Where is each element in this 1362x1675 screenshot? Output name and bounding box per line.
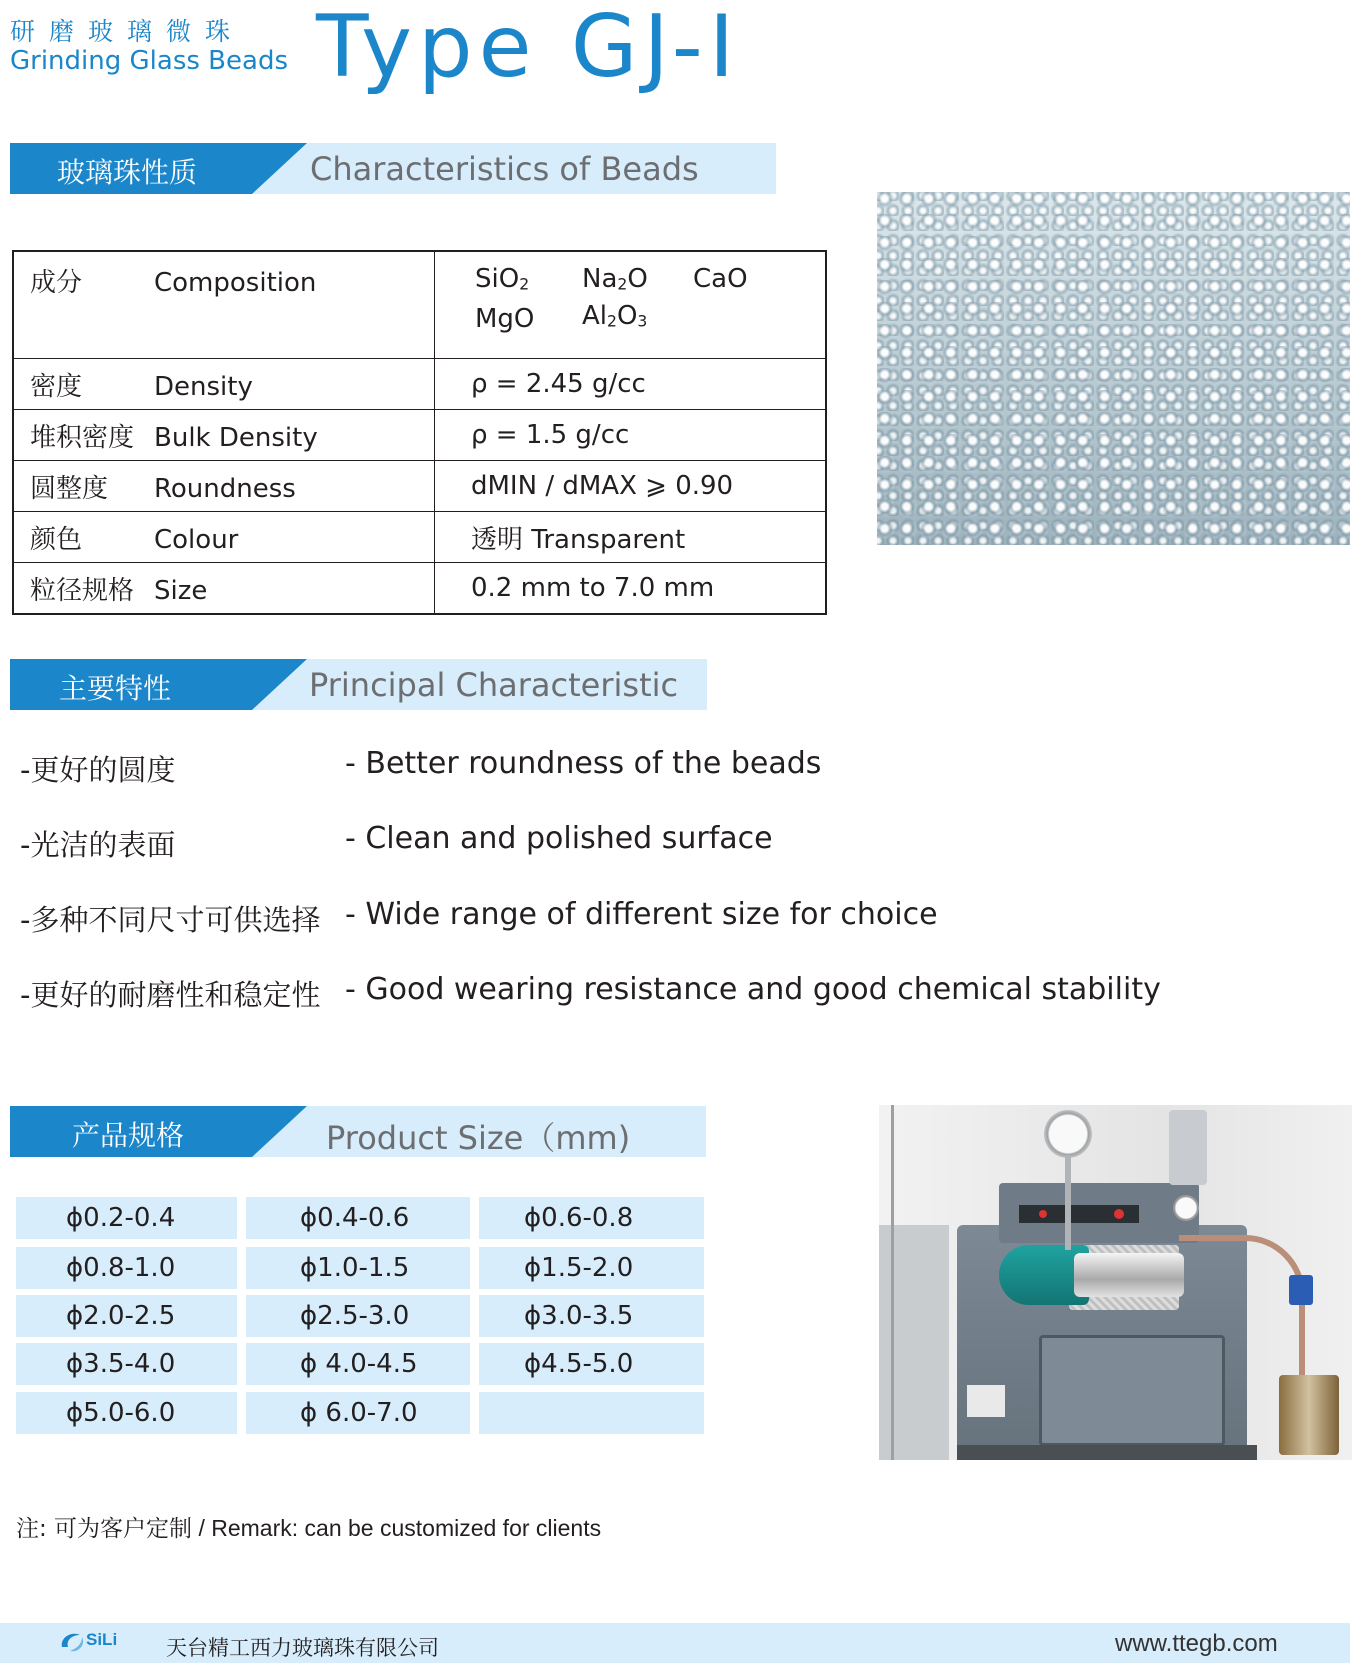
size-cell: ϕ2.5-3.0 (246, 1295, 470, 1337)
size-cell: ϕ1.0-1.5 (246, 1247, 470, 1289)
row-label-cn: 粒径规格 (30, 575, 135, 606)
company-name: 天台精工西力玻璃珠有限公司 (166, 1636, 439, 1660)
row-label-cn: 密度 (30, 371, 83, 402)
row-label-en: Size (154, 575, 208, 606)
principal-banner-cn: 主要特性 (59, 672, 172, 705)
product-size-banner-cn: 产品规格 (72, 1119, 185, 1152)
characteristics-banner (10, 143, 776, 194)
feature-cn: -更好的圆度 (20, 753, 176, 787)
feature-en: - Good wearing resistance and good chemical stability (345, 972, 1161, 1007)
table-row (13, 359, 826, 410)
logo-text: SiLi (86, 1630, 118, 1649)
composition-value: SiO$_2$ $Na_2O$ CaO MgO $Al_2O_3$ (435, 251, 827, 359)
feature-en: - Wide range of different size for choice (345, 897, 938, 932)
remark-en: / Remark: can be customized for clients (192, 1515, 602, 1541)
feature-cn: -更好的耐磨性和稳定性 (20, 978, 321, 1012)
row-value: ρ = 2.45 g/cc (435, 359, 827, 410)
feature-en: - Clean and polished surface (345, 821, 773, 856)
website-link[interactable]: www.ttegb.com (1115, 1630, 1278, 1657)
size-cell: ϕ3.0-3.5 (479, 1295, 704, 1337)
remark-cn: 注: 可为客户定制 (16, 1516, 193, 1542)
characteristics-banner-cn: 玻璃珠性质 (57, 156, 198, 189)
row-value: dMIN / dMAX ⩾ 0.90 (435, 461, 827, 512)
row-label-en: Colour (154, 524, 239, 555)
glass-beads-photo (877, 192, 1350, 545)
table-row (13, 512, 826, 563)
size-cell: ϕ4.5-5.0 (479, 1343, 704, 1385)
row-label-en: Roundness (154, 473, 296, 504)
row-label-en: Bulk Density (154, 422, 318, 453)
size-cell: ϕ2.0-2.5 (16, 1295, 237, 1337)
size-cell: ϕ 4.0-4.5 (246, 1343, 470, 1385)
size-cell: ϕ3.5-4.0 (16, 1343, 237, 1385)
row-label-cn: 圆整度 (30, 473, 109, 504)
table-row (13, 251, 826, 359)
row-value: 0.2 mm to 7.0 mm (435, 563, 827, 615)
bead-mill-machine-photo (879, 1105, 1352, 1460)
feature-en: - Better roundness of the beads (345, 746, 822, 781)
size-cell: ϕ0.4-0.6 (246, 1197, 470, 1239)
table-row (13, 563, 826, 615)
row-label-cn: 成分 (30, 268, 83, 298)
characteristics-table (12, 250, 827, 615)
size-cell (479, 1392, 704, 1434)
size-cell: ϕ0.8-1.0 (16, 1247, 237, 1289)
row-label-en: Composition (154, 268, 317, 298)
feature-cn: -光洁的表面 (20, 828, 176, 862)
feature-cn: -多种不同尺寸可供选择 (20, 903, 321, 937)
row-label-cn: 颜色 (30, 524, 83, 555)
size-cell: ϕ5.0-6.0 (16, 1392, 237, 1434)
table-row (13, 461, 826, 512)
characteristics-banner-en: Characteristics of Beads (310, 150, 699, 188)
size-cell: ϕ 6.0-7.0 (246, 1392, 470, 1434)
logo-swirl-icon (58, 1629, 88, 1655)
row-label-en: Density (154, 371, 253, 402)
product-size-banner (10, 1106, 706, 1157)
principal-banner (10, 659, 707, 710)
row-value: 透明 Transparent (435, 512, 827, 563)
product-size-banner-en: Product Size（mm) (326, 1119, 631, 1157)
row-value: ρ = 1.5 g/cc (435, 410, 827, 461)
principal-banner-en: Principal Characteristic (309, 666, 679, 704)
remark (16, 1510, 601, 1543)
row-label-cn: 堆积密度 (30, 422, 135, 453)
table-row (13, 410, 826, 461)
title-cn: 研磨玻璃微珠 (10, 17, 245, 46)
product-type-title: Type GJ-I (316, 0, 741, 97)
size-cell: ϕ0.6-0.8 (479, 1197, 704, 1239)
size-cell: ϕ0.2-0.4 (16, 1197, 237, 1239)
title-en: Grinding Glass Beads (10, 46, 288, 76)
size-cell: ϕ1.5-2.0 (479, 1247, 704, 1289)
